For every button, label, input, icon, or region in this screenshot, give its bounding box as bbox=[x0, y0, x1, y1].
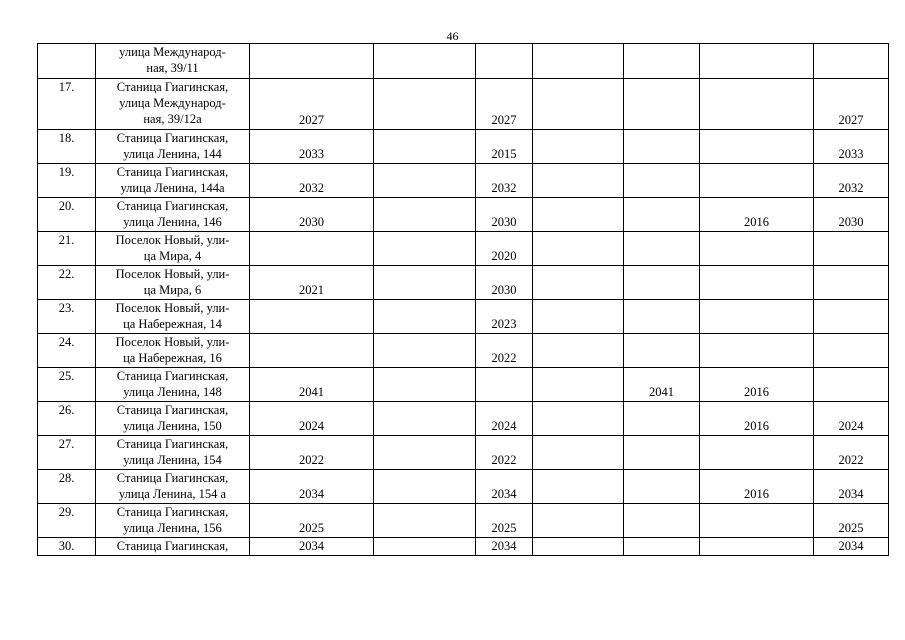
year-cell bbox=[476, 368, 533, 402]
housing-registry-table bbox=[37, 43, 889, 556]
year-cell bbox=[700, 266, 814, 300]
year-cell bbox=[374, 266, 476, 300]
address-line: улица Ленина, 148 bbox=[123, 385, 222, 399]
year-cell bbox=[533, 300, 624, 334]
year-cell bbox=[624, 436, 700, 470]
year-cell: 2033 bbox=[814, 130, 889, 164]
year-cell bbox=[374, 198, 476, 232]
address-cell bbox=[96, 130, 250, 164]
year-cell bbox=[250, 300, 374, 334]
year-cell bbox=[374, 44, 476, 79]
year-cell bbox=[374, 130, 476, 164]
row-number: 27. bbox=[38, 436, 96, 470]
year-cell bbox=[700, 538, 814, 556]
year-cell bbox=[700, 504, 814, 538]
address-cell bbox=[96, 198, 250, 232]
address-line: улица Ленина, 154 а bbox=[118, 487, 227, 501]
year-cell: 2016 bbox=[700, 368, 814, 402]
year-cell bbox=[624, 164, 700, 198]
year-cell bbox=[624, 266, 700, 300]
address-line: улица Ленина, 146 bbox=[123, 215, 222, 229]
year-cell bbox=[700, 130, 814, 164]
year-cell bbox=[700, 164, 814, 198]
year-cell bbox=[374, 504, 476, 538]
year-cell bbox=[814, 232, 889, 266]
table-row bbox=[38, 130, 889, 164]
year-cell bbox=[814, 334, 889, 368]
address-line: улица Ленина, 144 bbox=[123, 147, 222, 161]
year-cell bbox=[624, 300, 700, 334]
year-cell bbox=[374, 538, 476, 556]
row-number: 25. bbox=[38, 368, 96, 402]
year-cell bbox=[533, 334, 624, 368]
row-number: 29. bbox=[38, 504, 96, 538]
address-line: Станица Гиагинская, bbox=[116, 403, 229, 417]
address-line: Поселок Новый, ули- bbox=[115, 301, 230, 315]
year-cell bbox=[374, 368, 476, 402]
table-row bbox=[38, 538, 889, 556]
year-cell: 2025 bbox=[814, 504, 889, 538]
registry-body bbox=[38, 44, 889, 556]
year-cell: 2030 bbox=[250, 198, 374, 232]
address-cell bbox=[96, 300, 250, 334]
row-number: 28. bbox=[38, 470, 96, 504]
address-cell bbox=[96, 79, 250, 130]
row-number bbox=[38, 44, 96, 79]
year-cell: 2025 bbox=[250, 504, 374, 538]
year-cell bbox=[624, 538, 700, 556]
year-cell bbox=[250, 44, 374, 79]
year-cell: 2033 bbox=[250, 130, 374, 164]
year-cell: 2022 bbox=[476, 334, 533, 368]
year-cell: 2034 bbox=[250, 470, 374, 504]
page-number: 46 bbox=[446, 29, 459, 43]
year-cell bbox=[533, 402, 624, 436]
address-line: Поселок Новый, ули- bbox=[115, 335, 230, 349]
address-line: ца Мира, 4 bbox=[143, 249, 202, 263]
year-cell bbox=[624, 402, 700, 436]
table-row bbox=[38, 402, 889, 436]
year-cell: 2034 bbox=[250, 538, 374, 556]
year-cell: 2015 bbox=[476, 130, 533, 164]
year-cell bbox=[533, 470, 624, 504]
address-line: ца Набережная, 16 bbox=[123, 351, 222, 365]
row-number: 18. bbox=[38, 130, 96, 164]
year-cell bbox=[624, 198, 700, 232]
year-cell bbox=[374, 300, 476, 334]
year-cell bbox=[700, 44, 814, 79]
address-cell bbox=[96, 538, 250, 556]
year-cell bbox=[533, 368, 624, 402]
year-cell bbox=[374, 232, 476, 266]
year-cell bbox=[700, 79, 814, 130]
address-line: Станица Гиагинская, bbox=[116, 199, 229, 213]
address-line: Станица Гиагинская, bbox=[116, 80, 229, 94]
year-cell: 2041 bbox=[624, 368, 700, 402]
year-cell bbox=[700, 334, 814, 368]
address-line: Поселок Новый, ули- bbox=[115, 233, 230, 247]
year-cell: 2027 bbox=[476, 79, 533, 130]
address-line: ная, 39/12а bbox=[143, 112, 202, 126]
year-cell bbox=[476, 44, 533, 79]
year-cell bbox=[374, 470, 476, 504]
year-cell bbox=[624, 44, 700, 79]
year-cell bbox=[374, 334, 476, 368]
year-cell bbox=[624, 79, 700, 130]
year-cell: 2032 bbox=[250, 164, 374, 198]
year-cell: 2024 bbox=[476, 402, 533, 436]
address-line: улица Ленина, 154 bbox=[123, 453, 222, 467]
year-cell: 2016 bbox=[700, 402, 814, 436]
year-cell bbox=[814, 44, 889, 79]
year-cell bbox=[374, 164, 476, 198]
year-cell: 2032 bbox=[476, 164, 533, 198]
year-cell: 2023 bbox=[476, 300, 533, 334]
year-cell bbox=[374, 402, 476, 436]
year-cell bbox=[533, 198, 624, 232]
year-cell: 2027 bbox=[250, 79, 374, 130]
year-cell: 2022 bbox=[814, 436, 889, 470]
table-row bbox=[38, 164, 889, 198]
address-line: улица Международ- bbox=[119, 96, 226, 110]
year-cell bbox=[533, 44, 624, 79]
address-cell bbox=[96, 368, 250, 402]
address-cell bbox=[96, 164, 250, 198]
address-line: Станица Гиагинская, bbox=[116, 437, 229, 451]
table-row bbox=[38, 79, 889, 130]
year-cell bbox=[533, 164, 624, 198]
table-row bbox=[38, 504, 889, 538]
row-number: 30. bbox=[38, 538, 96, 556]
address-line: улица Ленина, 150 bbox=[123, 419, 222, 433]
row-number: 21. bbox=[38, 232, 96, 266]
year-cell: 2030 bbox=[476, 198, 533, 232]
address-line: Поселок Новый, ули- bbox=[115, 267, 230, 281]
address-cell bbox=[96, 470, 250, 504]
year-cell bbox=[814, 300, 889, 334]
year-cell: 2021 bbox=[250, 266, 374, 300]
year-cell bbox=[624, 504, 700, 538]
year-cell bbox=[374, 79, 476, 130]
year-cell: 2016 bbox=[700, 470, 814, 504]
table-row bbox=[38, 198, 889, 232]
row-number: 19. bbox=[38, 164, 96, 198]
year-cell bbox=[700, 232, 814, 266]
table-row bbox=[38, 436, 889, 470]
year-cell bbox=[624, 334, 700, 368]
year-cell bbox=[624, 470, 700, 504]
address-line: ца Мира, 6 bbox=[143, 283, 202, 297]
year-cell: 2024 bbox=[250, 402, 374, 436]
year-cell bbox=[533, 79, 624, 130]
year-cell bbox=[533, 504, 624, 538]
year-cell: 2022 bbox=[250, 436, 374, 470]
year-cell bbox=[533, 436, 624, 470]
table-row bbox=[38, 232, 889, 266]
year-cell: 2027 bbox=[814, 79, 889, 130]
address-cell bbox=[96, 334, 250, 368]
table-row bbox=[38, 300, 889, 334]
year-cell: 2020 bbox=[476, 232, 533, 266]
year-cell: 2032 bbox=[814, 164, 889, 198]
year-cell bbox=[533, 538, 624, 556]
year-cell bbox=[814, 266, 889, 300]
year-cell bbox=[533, 266, 624, 300]
address-line: улица Ленина, 144а bbox=[120, 181, 225, 195]
year-cell: 2034 bbox=[476, 538, 533, 556]
address-line: ца Набережная, 14 bbox=[123, 317, 222, 331]
address-line: Станица Гиагинская, bbox=[116, 369, 229, 383]
year-cell bbox=[533, 232, 624, 266]
address-line: Станица Гиагинская, bbox=[116, 539, 229, 553]
address-cell bbox=[96, 266, 250, 300]
row-number: 26. bbox=[38, 402, 96, 436]
year-cell bbox=[700, 300, 814, 334]
year-cell: 2041 bbox=[250, 368, 374, 402]
year-cell: 2030 bbox=[814, 198, 889, 232]
year-cell: 2024 bbox=[814, 402, 889, 436]
address-cell bbox=[96, 436, 250, 470]
year-cell: 2016 bbox=[700, 198, 814, 232]
year-cell: 2030 bbox=[476, 266, 533, 300]
year-cell: 2022 bbox=[476, 436, 533, 470]
address-cell bbox=[96, 232, 250, 266]
address-line: улица Международ- bbox=[119, 45, 226, 59]
year-cell bbox=[250, 232, 374, 266]
table-row bbox=[38, 334, 889, 368]
table-row bbox=[38, 44, 889, 79]
address-line: улица Ленина, 156 bbox=[123, 521, 222, 535]
row-number: 24. bbox=[38, 334, 96, 368]
year-cell bbox=[814, 368, 889, 402]
table-row bbox=[38, 470, 889, 504]
table-row bbox=[38, 368, 889, 402]
year-cell: 2034 bbox=[476, 470, 533, 504]
row-number: 23. bbox=[38, 300, 96, 334]
year-cell bbox=[533, 130, 624, 164]
year-cell: 2034 bbox=[814, 538, 889, 556]
year-cell: 2034 bbox=[814, 470, 889, 504]
address-cell bbox=[96, 44, 250, 79]
row-number: 20. bbox=[38, 198, 96, 232]
address-line: Станица Гиагинская, bbox=[116, 505, 229, 519]
address-cell bbox=[96, 402, 250, 436]
year-cell bbox=[250, 334, 374, 368]
table-row bbox=[38, 266, 889, 300]
row-number: 17. bbox=[38, 79, 96, 130]
year-cell bbox=[624, 232, 700, 266]
year-cell bbox=[700, 436, 814, 470]
row-number: 22. bbox=[38, 266, 96, 300]
address-line: Станица Гиагинская, bbox=[116, 471, 229, 485]
year-cell: 2025 bbox=[476, 504, 533, 538]
year-cell bbox=[374, 436, 476, 470]
address-line: Станица Гиагинская, bbox=[116, 131, 229, 145]
address-cell bbox=[96, 504, 250, 538]
address-line: Станица Гиагинская, bbox=[116, 165, 229, 179]
address-line: ная, 39/11 bbox=[146, 61, 199, 75]
year-cell bbox=[624, 130, 700, 164]
